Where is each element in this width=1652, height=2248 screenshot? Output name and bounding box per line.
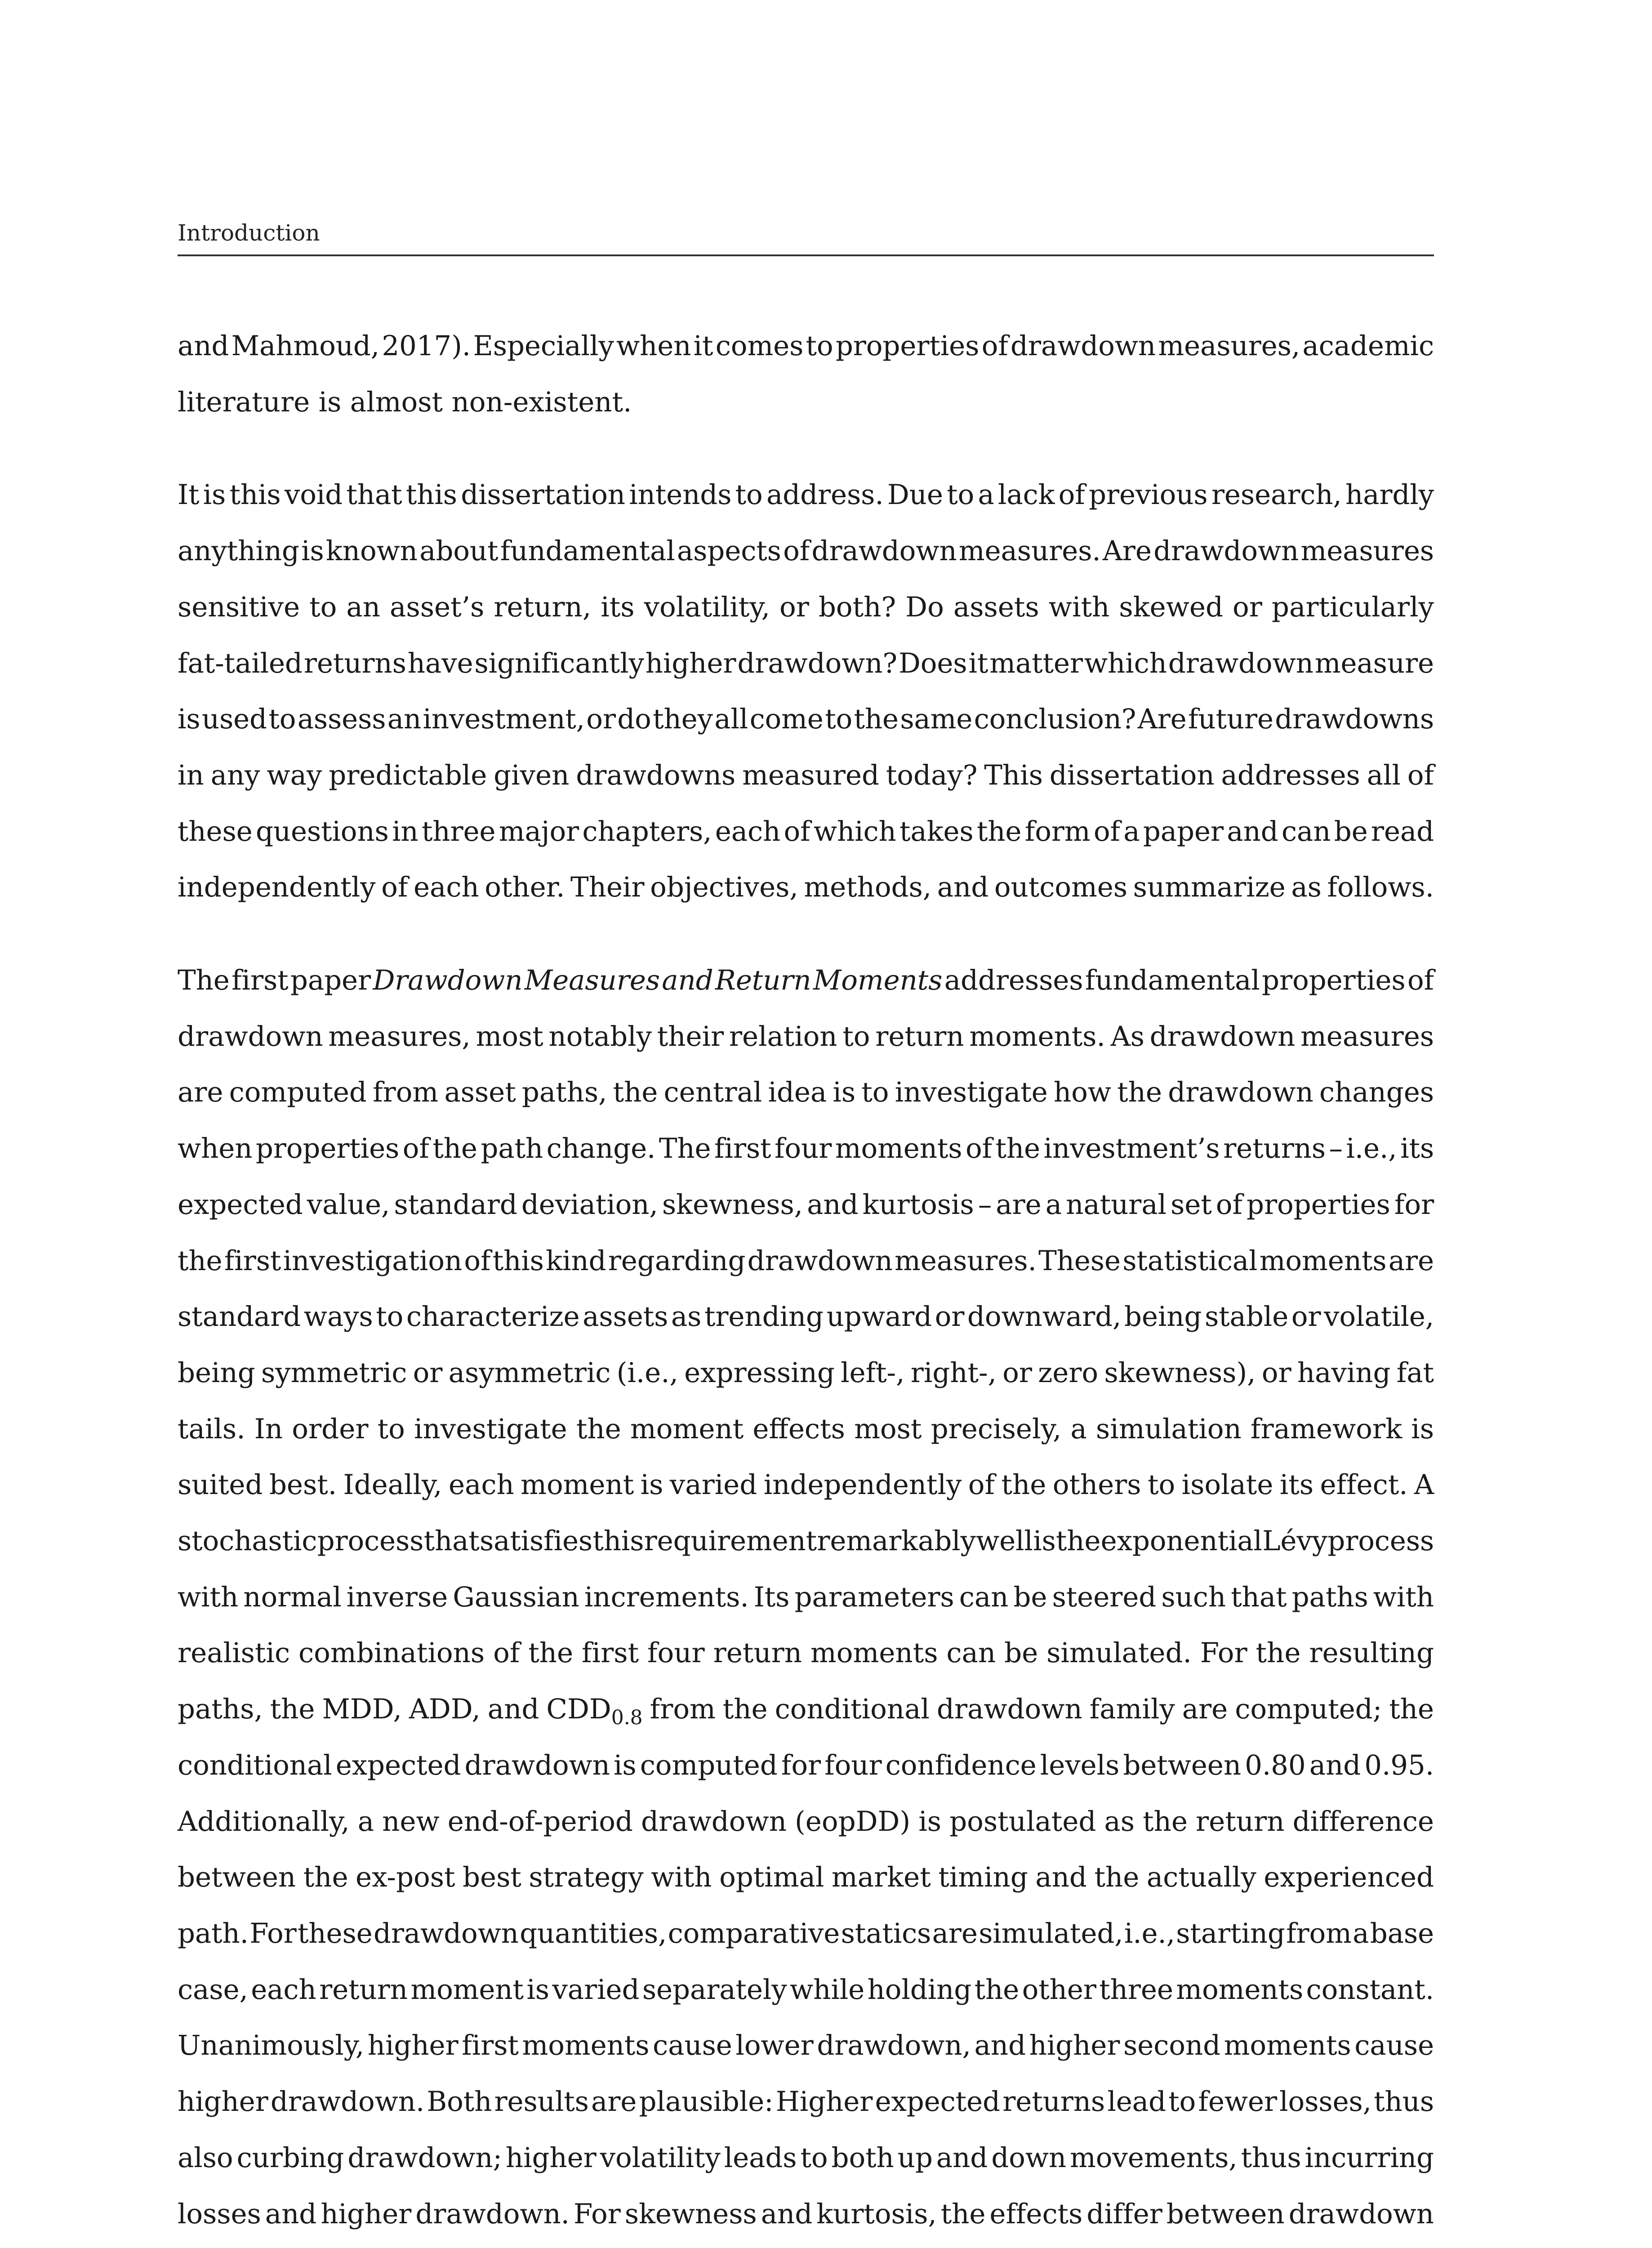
text-line: and Mahmoud, 2017). Especially when it comes to properties of drawdown measures, academic: [178, 330, 1434, 362]
text-fragment: from the conditional drawdown family are computed; the: [642, 1693, 1434, 1726]
text-line: Unanimously, higher first moments cause lower drawdown, and higher second moments cause: [178, 2029, 1434, 2062]
running-header: Introduction: [178, 220, 320, 246]
text-line: is used to assess an investment, or do they all come to the same conclusion? Are future drawdowns: [178, 703, 1434, 736]
text-line: independently of each other. Their objectives, methods, and outcomes summarize as follows.: [178, 871, 1434, 904]
text-line: are computed from asset paths, the central idea is to investigate how the drawdown changes: [178, 1076, 1434, 1109]
text-line: anything is known about fundamental aspects of drawdown measures. Are drawdown measures: [178, 535, 1434, 567]
subscript: 0.8: [611, 1706, 643, 1730]
text-line: realistic combinations of the first four return moments can be simulated. For the resulting: [178, 1637, 1434, 1669]
paragraph-1: [178, 318, 1434, 430]
paper-title: Drawdown Measures and Return Moments: [373, 964, 943, 997]
text-line: conditional expected drawdown is computed for four confidence levels between 0.80 and 0.95.: [178, 1749, 1434, 1781]
text-line: case, each return moment is varied separately while holding the other three moments constant.: [178, 1973, 1434, 2006]
body-text: [178, 318, 1434, 2242]
text-line: with normal inverse Gaussian increments. Its parameters can be steered such that paths with: [178, 1581, 1434, 1613]
text-line: Additionally, a new end-of-period drawdown (eopDD) is postulated as the return difference: [178, 1805, 1434, 1838]
text-line: [178, 953, 1434, 1009]
text-line: the first investigation of this kind regarding drawdown measures. These statistical moments are: [178, 1244, 1434, 1277]
text-fragment: The first paper: [178, 964, 373, 997]
text-fragment: paths, the MDD, ADD, and CDD: [178, 1693, 611, 1726]
text-line: these questions in three major chapters, each of which takes the form of a paper and can be read: [178, 815, 1434, 847]
text-line: fat-tailed returns have significantly higher drawdown? Does it matter which drawdown measure: [178, 647, 1434, 679]
text-line: losses and higher drawdown. For skewness and kurtosis, the effects differ between drawdown: [178, 2198, 1434, 2230]
text-line: in any way predictable given drawdowns measured today? This dissertation addresses all of: [178, 759, 1434, 791]
text-line: between the ex-post best strategy with optimal market timing and the actually experienced: [178, 1861, 1434, 1894]
text-line: standard ways to characterize assets as trending upward or downward, being stable or volatile,: [178, 1301, 1434, 1333]
text-line: [178, 1682, 1434, 1738]
text-line: suited best. Ideally, each moment is varied independently of the others to isolate its effect. A: [178, 1469, 1434, 1501]
text-fragment: addresses fundamental properties of: [942, 964, 1434, 997]
text-line: path. For these drawdown quantities, comparative statics are simulated, i.e., starting from a base: [178, 1917, 1434, 1949]
text-line: It is this void that this dissertation intends to address. Due to a lack of previous research, hardly: [178, 479, 1434, 511]
paragraph-3: [178, 953, 1434, 2242]
header-rule: [178, 254, 1434, 256]
text-line: tails. In order to investigate the moment effects most precisely, a simulation framework is: [178, 1413, 1434, 1445]
text-line: drawdown measures, most notably their relation to return moments. As drawdown measures: [178, 1020, 1434, 1053]
text-line: expected value, standard deviation, skewness, and kurtosis – are a natural set of properties for: [178, 1188, 1434, 1221]
text-line: also curbing drawdown; higher volatility leads to both up and down movements, thus incurring: [178, 2141, 1434, 2174]
text-line: literature is almost non-existent.: [178, 386, 632, 418]
text-line: stochastic process that satisfies this requirement remarkably well is the exponential Lévy process: [178, 1525, 1434, 1557]
text-line: being symmetric or asymmetric (i.e., expressing left-, right-, or zero skewness), or having fat: [178, 1356, 1434, 1389]
text-line: higher drawdown. Both results are plausible: Higher expected returns lead to fewer losses, thus: [178, 2086, 1434, 2118]
text-line: when properties of the path change. The first four moments of the investment’s returns – i.e., its: [178, 1133, 1434, 1165]
text-line: sensitive to an asset’s return, its volatility, or both? Do assets with skewed or particularly: [178, 591, 1434, 623]
paragraph-2: [178, 467, 1434, 916]
